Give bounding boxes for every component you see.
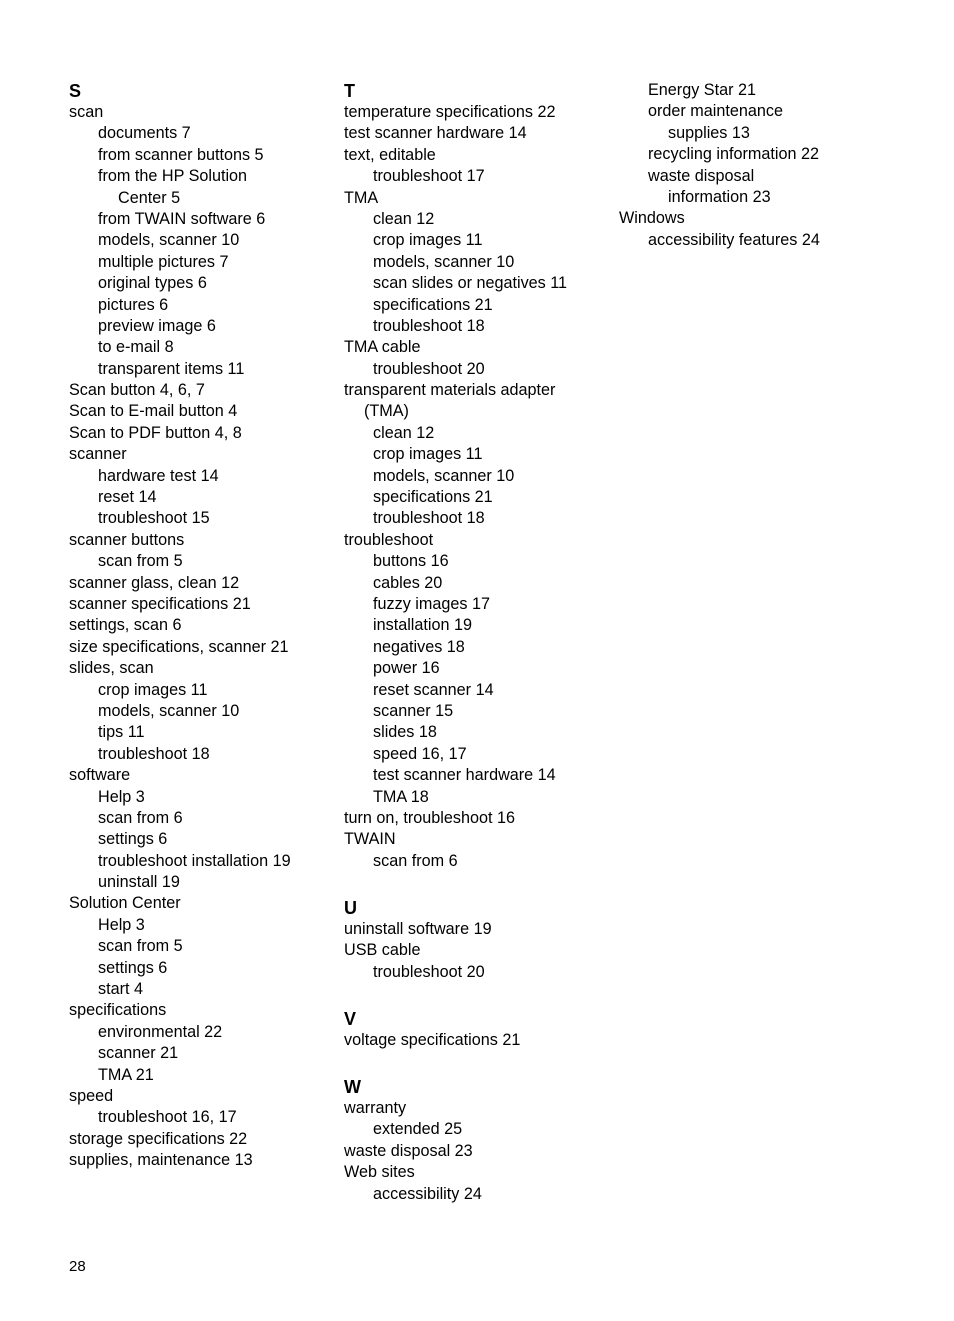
index-subentry-continued: Center 5	[118, 188, 181, 207]
index-subentry: from the HP Solution	[98, 167, 248, 186]
index-subentry: speed 16, 17	[373, 744, 467, 763]
index-entry: slides, scan	[69, 659, 154, 678]
index-entry: speed	[69, 1086, 114, 1105]
index-entry: waste disposal 23	[344, 1141, 473, 1160]
index-entry: Solution Center	[69, 894, 181, 913]
index-subentry: specifications 21	[373, 488, 493, 507]
index-subentry: scan from 6	[373, 851, 458, 870]
index-subentry-continued: supplies 13	[668, 123, 750, 142]
index-subentry: specifications 21	[373, 295, 493, 314]
index-subentry: troubleshoot installation 19	[98, 851, 291, 870]
section-letter: V	[344, 1008, 357, 1029]
index-subentry: accessibility features 24	[648, 230, 820, 249]
index-subentry: clean 12	[373, 209, 435, 228]
index-subentry: troubleshoot 18	[373, 509, 485, 528]
index-subentry: extended 25	[373, 1120, 463, 1139]
index-subentry: pictures 6	[98, 295, 169, 314]
index-subentry: from scanner buttons 5	[98, 145, 264, 164]
index-entry: USB cable	[344, 941, 421, 960]
index-entry: TMA	[344, 188, 379, 207]
index-subentry: slides 18	[373, 723, 437, 742]
index-subentry: transparent items 11	[98, 359, 245, 378]
index-subentry: crop images 11	[373, 231, 483, 250]
index-entry: Scan to E-mail button 4	[69, 402, 238, 421]
index-entry: specifications	[69, 1001, 167, 1020]
index-entry: scanner specifications 21	[69, 594, 251, 613]
index-subentry: test scanner hardware 14	[373, 766, 556, 785]
index-subentry: buttons 16	[373, 552, 449, 571]
index-subentry: multiple pictures 7	[98, 252, 229, 271]
index-entry: warranty	[344, 1099, 407, 1118]
section-letter: T	[344, 81, 355, 101]
index-subentry: from TWAIN software 6	[98, 209, 266, 228]
index-subentry: Help 3	[98, 915, 145, 934]
index-subentry: crop images 11	[373, 445, 483, 464]
index-entry: Web sites	[344, 1163, 415, 1182]
index-subentry: crop images 11	[98, 680, 208, 699]
index-entry: scan	[69, 103, 104, 121]
index-subentry: models, scanner 10	[373, 466, 515, 485]
index-subentry: uninstall 19	[98, 873, 180, 892]
section-letter: U	[344, 897, 357, 918]
index-subentry: scan from 6	[98, 808, 183, 827]
index-entry: test scanner hardware 14	[344, 124, 527, 143]
index-subentry: TMA 18	[373, 787, 429, 806]
index-subentry: models, scanner 10	[98, 701, 240, 720]
index-subentry: negatives 18	[373, 637, 465, 656]
index-subentry: scanner 21	[98, 1044, 179, 1063]
page-number: 28	[69, 1258, 86, 1275]
index-column-3	[619, 80, 919, 251]
index-subentry: to e-mail 8	[98, 338, 174, 357]
index-entry: Scan to PDF button 4, 8	[69, 423, 242, 442]
section-gap	[344, 1051, 604, 1076]
index-entry: turn on, troubleshoot 16	[344, 808, 515, 827]
index-entry: uninstall software 19	[344, 919, 492, 938]
index-subentry: recycling information 22	[648, 145, 819, 164]
index-entry: TMA cable	[344, 338, 421, 357]
index-entry: troubleshoot	[344, 530, 434, 549]
index-entry: text, editable	[344, 145, 436, 164]
index-subentry: scanner 15	[373, 701, 454, 720]
index-entry: supplies, maintenance 13	[69, 1151, 253, 1170]
index-subentry: scan from 5	[98, 937, 183, 956]
section-gap	[344, 872, 604, 897]
index-column-1	[69, 80, 329, 1172]
index-subentry: cables 20	[373, 573, 443, 592]
index-entry: size specifications, scanner 21	[69, 637, 289, 656]
index-subentry: hardware test 14	[98, 466, 219, 485]
index-subentry: original types 6	[98, 274, 207, 293]
index-subentry: scan from 5	[98, 552, 183, 571]
index-subentry: models, scanner 10	[373, 252, 515, 271]
index-subentry: troubleshoot 16, 17	[98, 1108, 237, 1127]
index-subentry: troubleshoot 18	[373, 316, 485, 335]
index-subentry: preview image 6	[98, 316, 216, 335]
index-subentry: accessibility 24	[373, 1184, 482, 1203]
index-subentry: TMA 21	[98, 1065, 154, 1084]
index-subentry: tips 11	[98, 723, 145, 742]
index-column-2	[344, 80, 604, 1205]
index-entry: software	[69, 766, 131, 785]
index-subentry: fuzzy images 17	[373, 594, 490, 613]
section-letter: W	[344, 1077, 361, 1098]
index-subentry: order maintenance	[648, 102, 783, 121]
index-subentry: clean 12	[373, 423, 435, 442]
index-entry: scanner	[69, 445, 127, 464]
index-subentry: troubleshoot 18	[98, 744, 210, 763]
section-letter: S	[69, 81, 82, 101]
index-subentry-continued: information 23	[668, 187, 771, 206]
index-subentry: scan slides or negatives 11	[373, 274, 568, 293]
index-subentry: reset scanner 14	[373, 680, 494, 699]
index-entry: temperature specifications 22	[344, 103, 556, 121]
index-subentry: troubleshoot 17	[373, 167, 485, 186]
index-subentry: installation 19	[373, 616, 472, 635]
index-subentry: troubleshoot 15	[98, 509, 210, 528]
index-entry: storage specifications 22	[69, 1129, 248, 1148]
index-subentry: settings 6	[98, 958, 168, 977]
index-entry: settings, scan 6	[69, 616, 182, 635]
index-entry: scanner buttons	[69, 530, 185, 549]
index-subentry: power 16	[373, 659, 440, 678]
index-subentry: environmental 22	[98, 1022, 223, 1041]
index-entry: Scan button 4, 6, 7	[69, 381, 205, 400]
index-subentry: Help 3	[98, 787, 145, 806]
index-subentry: troubleshoot 20	[373, 359, 485, 378]
section-gap	[344, 983, 604, 1008]
index-subentry: waste disposal	[648, 166, 755, 185]
index-subentry: models, scanner 10	[98, 231, 240, 250]
index-entry: transparent materials adapter	[344, 381, 556, 400]
index-entry: Windows	[619, 209, 685, 228]
index-entry-continued: (TMA)	[364, 402, 409, 421]
index-subentry: documents 7	[98, 124, 191, 143]
index-subentry: settings 6	[98, 830, 168, 849]
index-subentry: Energy Star 21	[648, 81, 756, 99]
index-entry: scanner glass, clean 12	[69, 573, 240, 592]
index-subentry: start 4	[98, 980, 143, 999]
index-entry: voltage specifications 21	[344, 1030, 521, 1049]
index-entry: TWAIN	[344, 830, 396, 849]
index-subentry: reset 14	[98, 488, 157, 507]
index-subentry: troubleshoot 20	[373, 962, 485, 981]
